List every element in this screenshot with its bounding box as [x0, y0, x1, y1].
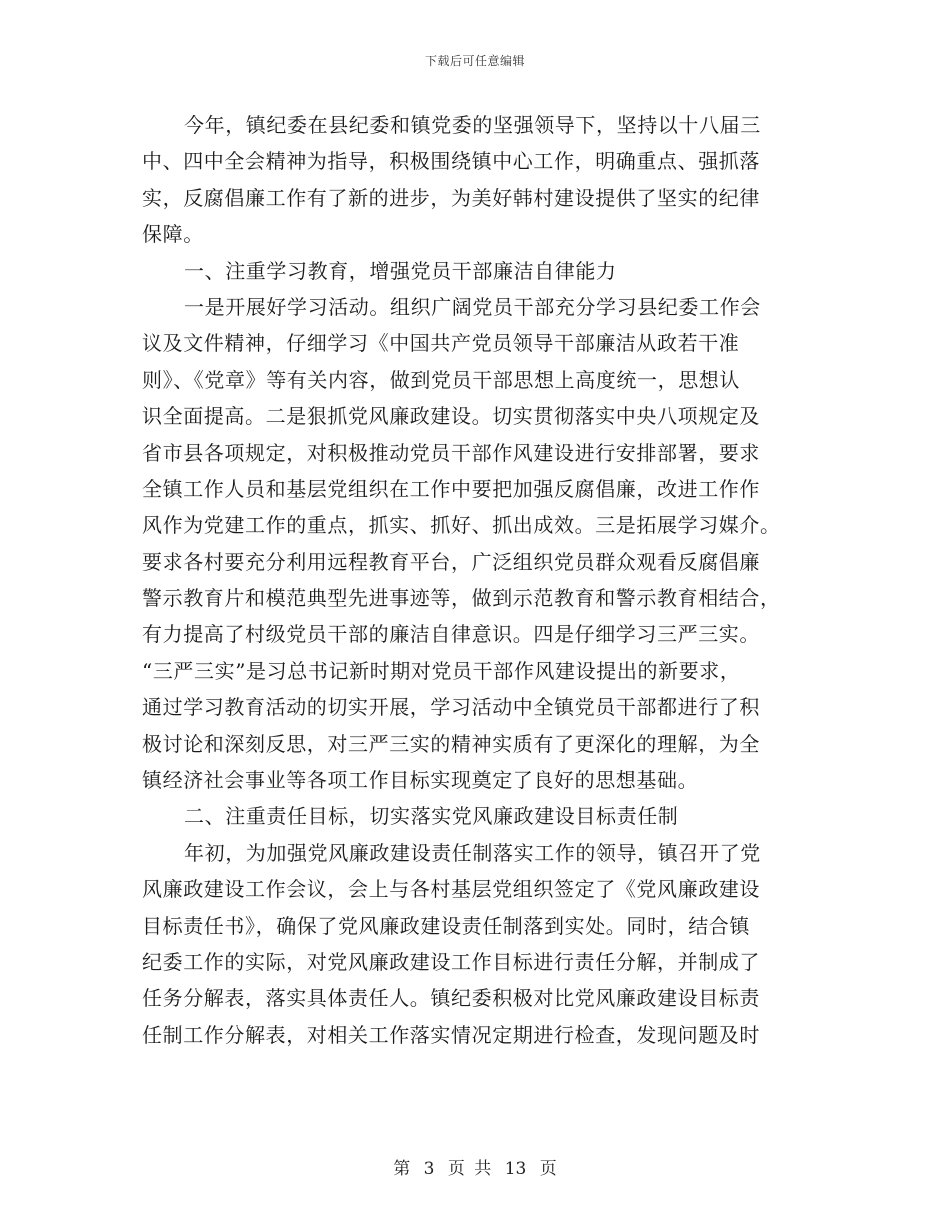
text-line: 今年，镇纪委在县纪委和镇党委的坚强领导下，坚持以十八届三	[184, 113, 761, 137]
text-line: 通过学习教育活动的切实开展，学习活动中全镇党员干部都进行了积	[142, 695, 760, 720]
text-line: 极讨论和深刻反思，对三严三实的精神实质有了更深化的理解，为全	[142, 731, 760, 756]
text-line: 任制工作分解表，对相关工作落实情况定期进行检查，发现问题及时	[142, 1022, 760, 1047]
text-line: 则》、《党章》等有关内容，做到党员干部思想上高度统一，思想认	[142, 367, 740, 392]
text-line: 有力提高了村级党员干部的廉洁自律意识。四是仔细学习三严三实。	[142, 622, 760, 647]
text-line: 风廉政建设工作会议，会上与各村基层党组织签定了《党风廉政建设	[142, 877, 760, 902]
footer-total-pages: 13	[504, 1159, 527, 1179]
text-line: 实，反腐倡廉工作有了新的进步，为美好韩村建设提供了坚实的纪律	[142, 185, 760, 210]
footer-middle: 页 共	[447, 1159, 492, 1179]
text-line: 镇经济社会事业等各项工作目标实现奠定了良好的思想基础。	[142, 768, 699, 793]
page-header: 下载后可任意编辑	[424, 54, 525, 68]
footer-suffix: 页	[539, 1159, 557, 1179]
text-line: 一、注重学习教育，增强党员干部廉洁自律能力	[184, 258, 617, 283]
text-line: 议及文件精神，仔细学习《中国共产党员领导干部廉洁从政若干准	[142, 331, 740, 356]
text-line: 中、四中全会精神为指导，积极围绕镇中心工作，明确重点、强抓落	[142, 149, 760, 174]
text-line: 任务分解表，落实具体责任人。镇纪委积极对比党风廉政建设目标责	[142, 986, 760, 1011]
text-line: 全镇工作人员和基层党组织在工作中要把加强反腐倡廉，改进工作作	[142, 476, 760, 501]
text-line: “三严三实”是习总书记新时期对党员干部作风建设提出的新要求，	[142, 658, 741, 683]
text-line: 目标责任书》，确保了党风廉政建设责任制落到实处。同时，结合镇	[142, 913, 750, 938]
text-line: 警示教育片和模范典型先进事迹等，做到示范教育和警示教育相结合，	[142, 586, 781, 611]
text-line: 要求各村要充分利用远程教育平台，广泛组织党员群众观看反腐倡廉	[142, 549, 760, 574]
document-body	[142, 107, 806, 1053]
footer-prefix: 第	[393, 1159, 411, 1179]
page-footer	[0, 1154, 950, 1179]
text-line: 纪委工作的实际，对党风廉政建设工作目标进行责任分解，并制成了	[142, 949, 760, 974]
text-line: 风作为党建工作的重点，抓实、抓好、抓出成效。三是拓展学习媒介。	[142, 513, 781, 538]
text-line: 省市县各项规定，对积极推动党员干部作风建设进行安排部署，要求	[142, 440, 760, 465]
text-line: 识全面提高。二是狠抓党风廉政建设。切实贯彻落实中央八项规定及	[142, 404, 760, 429]
text-line: 保障。	[142, 222, 204, 247]
text-line: 年初，为加强党风廉政建设责任制落实工作的领导，镇召开了党	[184, 840, 761, 865]
footer-page-number: 3	[423, 1159, 435, 1179]
text-line: 一是开展好学习活动。组织广阔党员干部充分学习县纪委工作会	[184, 294, 761, 319]
text-line: 二、注重责任目标，切实落实党风廉政建设目标责任制	[184, 804, 679, 829]
